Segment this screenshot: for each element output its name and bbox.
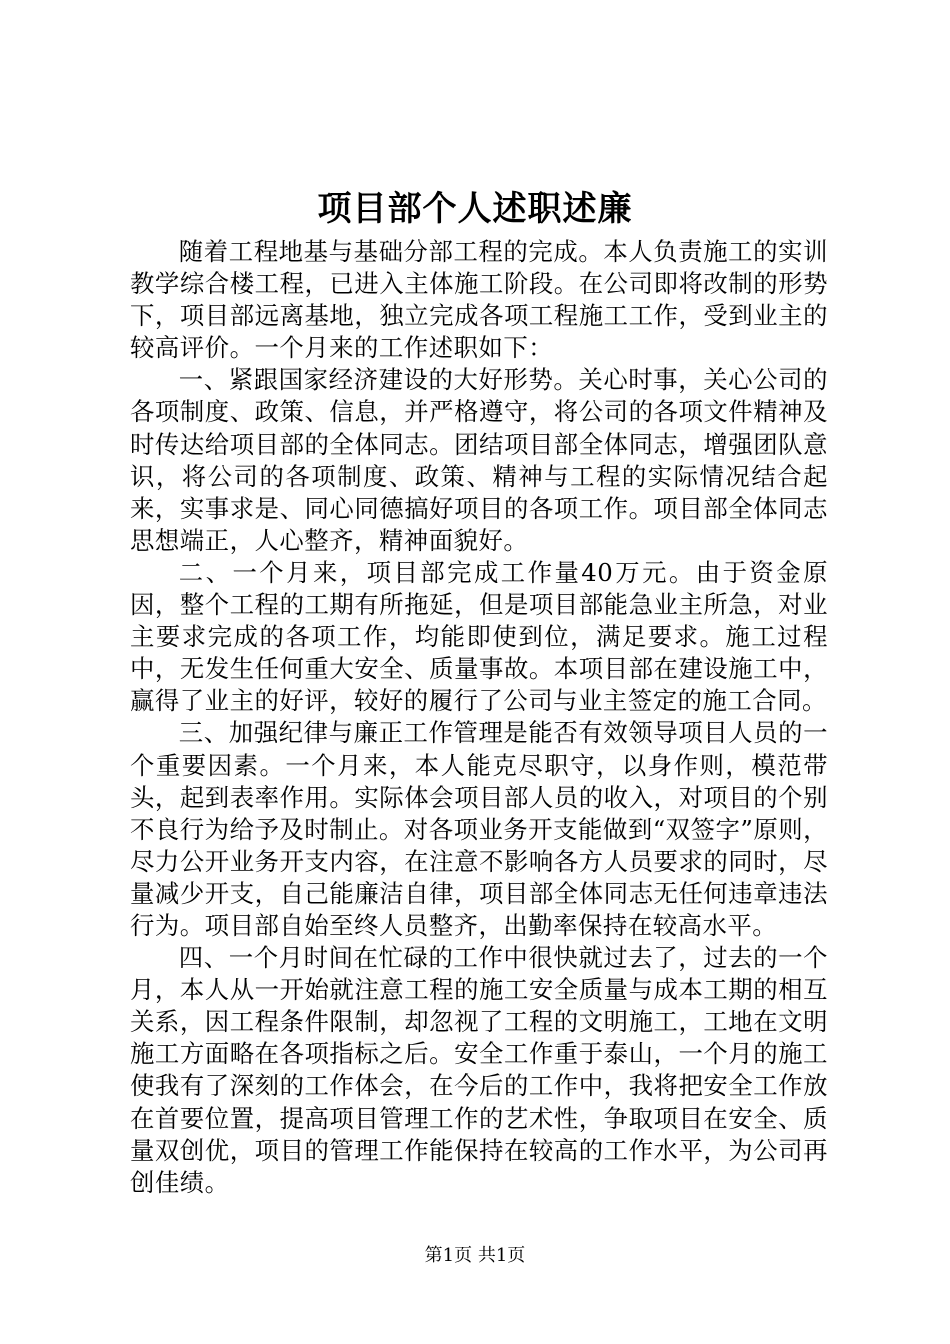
document-body bbox=[130, 236, 828, 1199]
paragraph-section-2: 二、一个月来，项目部完成工作量40万元。由于资金原因，整个工程的工期有所拖延，但是项目部能急业主所急，对业主要求完成的各项工作，均能即使到位，满足要求。施工过程中，无发生任何重大安全、质量事故。本项目部在建设施工中，赢得了业主的好评，较好的履行了公司与业主签定的施工合同。 bbox=[130, 557, 828, 716]
page-number-footer: 第1页 共1页 bbox=[424, 1245, 526, 1266]
paragraph-section-4: 四、一个月时间在忙碌的工作中很快就过去了，过去的一个月，本人从一开始就注意工程的施工安全质量与成本工期的相互关系，因工程条件限制，却忽视了工程的文明施工，工地在文明施工方面略在各项指标之后。安全工作重于泰山，一个月的施工使我有了深刻的工作体会，在今后的工作中，我将把安全工作放在首要位置，提高项目管理工作的艺术性，争取项目在安全、质量双创优，项目的管理工作能保持在较高的工作水平，为公司再创佳绩。 bbox=[130, 943, 828, 1197]
paragraph-intro: 随着工程地基与基础分部工程的完成。本人负责施工的实训教学综合楼工程，已进入主体施工阶段。在公司即将改制的形势下，项目部远离基地，独立完成各项工程施工工作，受到业主的较高评价。一个月来的工作述职如下： bbox=[130, 237, 828, 363]
document-title: 项目部个人述职述廉 bbox=[317, 189, 633, 229]
paragraph-section-3: 三、加强纪律与廉正工作管理是能否有效领导项目人员的一个重要因素。一个月来，本人能克尽职守，以身作则，模范带头，起到表率作用。实际体会项目部人员的收入，对项目的个别不良行为给予及时制止。对各项业务开支能做到“双签字”原则，尽力公开业务开支内容，在注意不影响各方人员要求的同时，尽量减少开支，自己能廉洁自律，项目部全体同志无任何违章违法行为。项目部自始至终人员整齐，出勤率保持在较高水平。 bbox=[130, 718, 828, 940]
paragraph-section-1: 一、紧跟国家经济建设的大好形势。关心时事，关心公司的各项制度、政策、信息，并严格遵守，将公司的各项文件精神及时传达给项目部的全体同志。团结项目部全体同志，增强团队意识，将公司的各项制度、政策、精神与工程的实际情况结合起来，实事求是、同心同德搞好项目的各项工作。项目部全体同志思想端正，人心整齐，精神面貌好。 bbox=[130, 365, 828, 555]
